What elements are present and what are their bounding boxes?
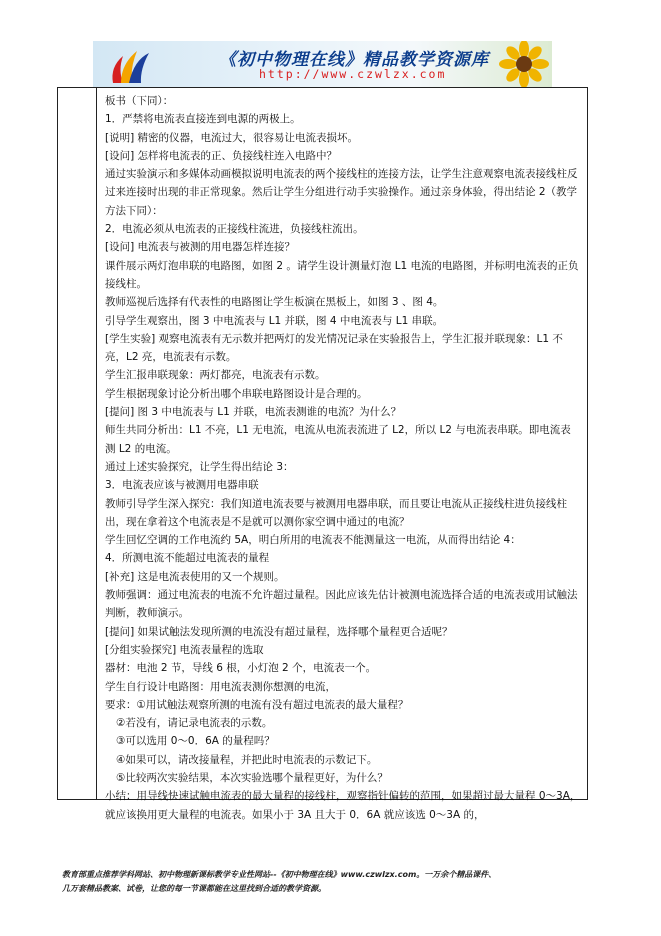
content-paragraph: 课件展示两灯泡串联的电路图，如图 2 。请学生设计测量灯泡 L1 电流的电路图，并标明电流表的正负接线柱。 (105, 259, 579, 290)
content-paragraph: [提问] 如果试触法发现所测的电流没有超过量程，选择哪个量程更合适呢？ (105, 625, 453, 638)
content-paragraph: 教师强调：通过电流表的电流不允许超过量程。因此应该先估计被测电流选择合适的电流表或用试触法判断，教师演示。 (105, 589, 578, 620)
lesson-table (57, 87, 588, 821)
content-paragraph: [补充] 这是电流表使用的又一个规则。 (105, 570, 285, 583)
content-paragraph: 3．电流表应该与被测用电器串联 (105, 479, 259, 492)
page-footer (62, 868, 602, 896)
content-paragraph: 学生汇报串联现象：两灯都亮，电流表有示数。 (105, 369, 326, 382)
content-paragraph: 教师巡视后选择有代表性的电路图让学生板演在黑板上，如图 3 、图 4。 (105, 296, 444, 309)
lesson-content (105, 92, 581, 824)
content-paragraph: 引导学生观察出，图 3 中电流表与 L1 并联，图 4 中电流表与 L1 串联。 (105, 314, 444, 327)
footer-line-2: 几万套精品教案、试卷，让您的每一节课都能在这里找到合适的教学资源。 (62, 884, 326, 893)
content-paragraph: ②若没有，请记录电流表的示数。 (116, 717, 273, 730)
site-title: 《初中物理在线》精品教学资源库 (219, 50, 489, 70)
content-paragraph: 教师引导学生深入探究：我们知道电流表要与被测用电器串联，而且要让电流从正接线柱进负接线柱出，现在拿着这个电流表是不是就可以测你家空调中通过的电流？ (105, 497, 567, 528)
content-paragraph: 师生共同分析出：L1 不亮，L1 无电流，电流从电流表流进了 L2，所以 L2 与电流表串联。即电流表测 L2 的电流。 (105, 424, 571, 455)
content-paragraph: 4．所测电流不能超过电流表的量程 (105, 552, 270, 565)
content-paragraph: [说明] 精密的仪器，电流过大，很容易让电流表损坏。 (105, 131, 359, 144)
site-url[interactable]: http://www.czwlzx.com (259, 67, 447, 81)
site-logo-icon (107, 43, 151, 85)
content-paragraph: 要求：①用试触法观察所测的电流有没有超过电流表的最大量程？ (105, 698, 409, 711)
content-paragraph: [设问] 怎样将电流表的正、负接线柱连入电路中？ (105, 149, 338, 162)
header-banner (93, 41, 552, 87)
content-paragraph: ③可以选用 0～0．6A 的量程吗？ (116, 735, 275, 748)
content-paragraph: 小结：用导线快速试触电流表的最大量程的接线柱，观察指针偏转的范围，如果超过最大量程 0～3A，就应该换用更大量程的电流表。如果小于 3A 且大于 0．6A 就应该选 0～3A 的， (105, 790, 581, 821)
content-paragraph: ④如果可以，请改接量程，并把此时电流表的示数记下。 (116, 753, 378, 766)
footer-line-1: 教育部重点推荐学科网站、初中物理新课标教学专业性网站--《初中物理在线》www.czwlzx.com。一万余个精品课件、 (62, 870, 497, 879)
content-paragraph: 通过上述实验探究，让学生得出结论 3： (105, 460, 294, 473)
content-paragraph: 学生自行设计电路图：用电流表测你想测的电流， (105, 680, 336, 693)
sunflower-icon (498, 41, 550, 87)
content-paragraph: 学生回忆空调的工作电流约 5A，明白所用的电流表不能测量这一电流，从而得出结论 4： (105, 534, 521, 547)
content-paragraph: 器材：电池 2 节，导线 6 根，小灯泡 2 个，电流表一个。 (105, 662, 377, 675)
content-paragraph: 学生根据现象讨论分析出哪个串联电路图设计是合理的。 (105, 387, 368, 400)
content-paragraph: [设问] 电流表与被测的用电器怎样连接？ (105, 241, 296, 254)
content-paragraph: ⑤比较两次实验结果，本次实验选哪个量程更好，为什么？ (116, 771, 388, 784)
content-paragraph: [学生实验] 观察电流表有无示数并把两灯的发光情况记录在实验报告上，学生汇报并联现象：L1 不亮，L2 亮，电流表有示数。 (105, 332, 563, 364)
content-paragraph: 1．严禁将电流表直接连到电源的两极上。 (105, 113, 301, 126)
table-left-column (58, 88, 97, 799)
content-paragraph: [分组实验探究] 电流表量程的选取 (105, 643, 264, 656)
content-paragraph: 2．电流必须从电流表的正接线柱流进，负接线柱流出。 (105, 223, 364, 236)
content-paragraph: 通过实验演示和多媒体动画模拟说明电流表的两个接线柱的连接方法，让学生注意观察电流表接线柱反过来连接时出现的非正常现象。然后让学生分组进行动手实验操作。通过亲身体验，得出结论 2（教学方法下同）： (105, 168, 578, 217)
content-paragraph: 板书（下同）： (105, 95, 174, 107)
content-paragraph: [提问] 图 3 中电流表与 L1 并联，电流表测谁的电流？为什么？ (105, 406, 402, 419)
